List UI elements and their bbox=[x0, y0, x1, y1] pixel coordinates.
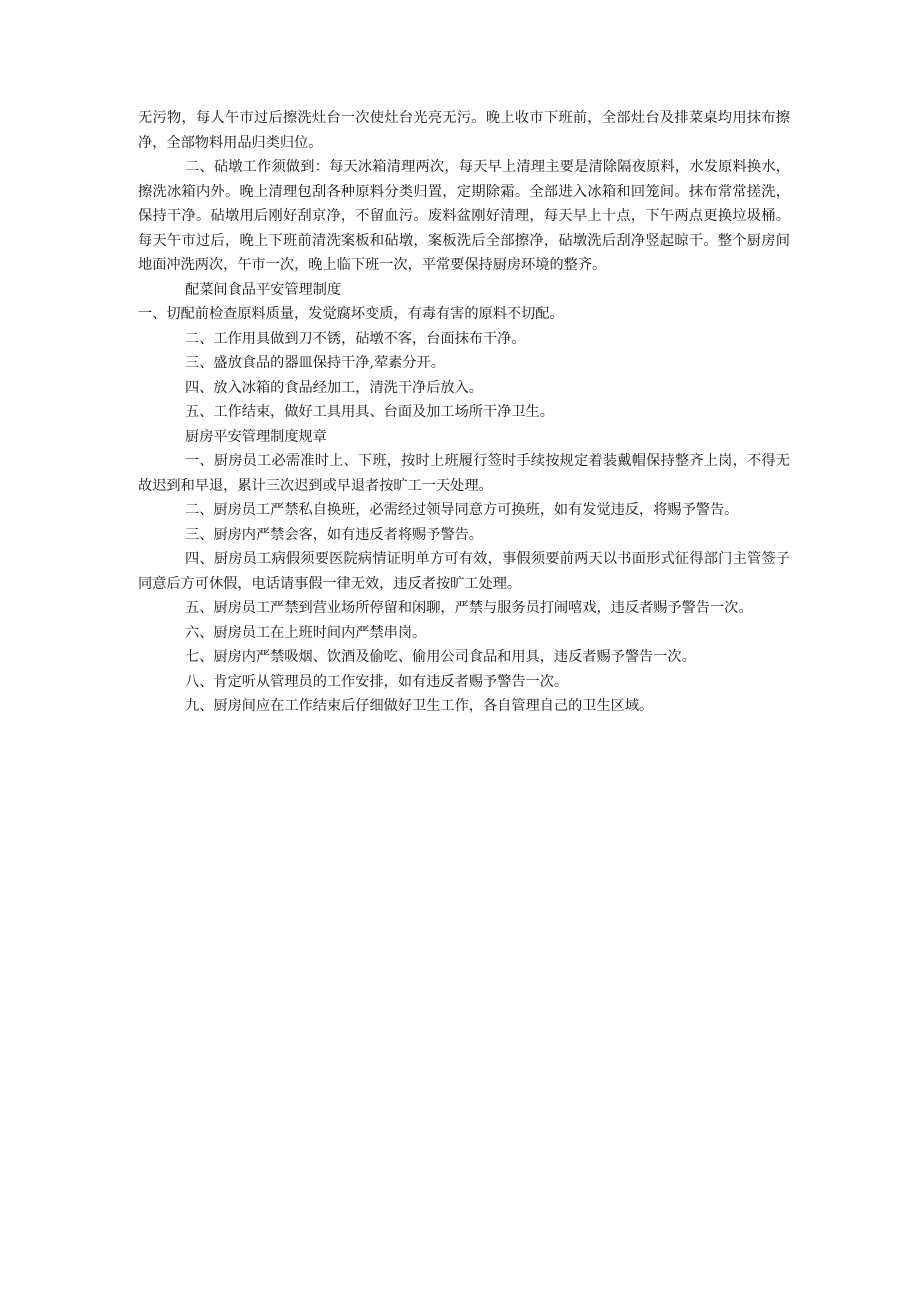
list-item: 一、切配前检查原料质量，发觉腐坏变质，有毒有害的原料不切配。 bbox=[138, 306, 564, 322]
list-item: 二、工作用具做到刀不锈，砧墩不客，台面抹布干净。 bbox=[185, 330, 526, 347]
list-item: 七、厨房内严禁吸烟、饮酒及偷吃、偷用公司食品和用具，违反者赐予警告一次。 bbox=[185, 649, 696, 665]
continuation-paragraph: 无污物，每人午市过后擦洗灶台一次使灶台光亮无污。晚上收市下班前，全部灶台及排菜桌均用抹布擦净，全部物料用品归类归位。 bbox=[138, 110, 790, 151]
cutting-board-paragraph: 二、砧墩工作须做到：每天冰箱清理两次，每天早上清理主要是清除隔夜原料，水发原料换水，擦洗冰箱内外。晚上清理包刮各种原料分类归置，定期除霜。全部进入冰箱和回笼间。抹布常常搓洗，保持干净。砧墩用后刚好刮京净，不留血污。废料盆刚好清理，每天早上十点，下午两点更换垃圾桶。每天午市过后，晚上下班前清洗案板和砧墩，案板洗后全部擦净，砧墩洗后刮净竖起晾干。整个厨房间地面冲洗两次，午市一次，晚上临下班一次，平常要保持厨房环境的整齐。 bbox=[138, 159, 790, 273]
list-item: 九、厨房间应在工作结束后仔细做好卫生工作，各自管理自己的卫生区域。 bbox=[185, 698, 654, 714]
section-title-kitchen-rules: 厨房平安管理制度规章 bbox=[185, 428, 327, 445]
list-item: 六、厨房员工在上班时间内严禁串岗。 bbox=[185, 624, 427, 641]
list-item: 四、放入冰箱的食品经加工，清洗干净后放入。 bbox=[185, 379, 483, 396]
list-item: 五、工作结束，做好工具用具、台面及加工场所干净卫生。 bbox=[185, 404, 554, 420]
document-page bbox=[138, 106, 790, 719]
section-title-prep-room: 配菜间食品平安管理制度 bbox=[185, 281, 342, 298]
list-item: 一、厨房员工必需准时上、下班，按时上班履行签时手续按规定着装戴帽保持整齐上岗，不得无故迟到和早退，累计三次迟到或早退者按旷工一天处理。 bbox=[138, 453, 790, 494]
list-item: 二、厨房员工严禁私自换班，必需经过领导同意方可换班，如有发觉违反，将赐予警告。 bbox=[185, 502, 739, 518]
list-item: 三、盛放食品的器皿保持干净,荤素分开。 bbox=[185, 355, 445, 371]
list-item: 三、厨房内严禁会客，如有违反者将赐予警告。 bbox=[185, 526, 483, 543]
list-item: 八、肯定听从管理员的工作安排，如有违反者赐予警告一次。 bbox=[185, 673, 569, 690]
list-item: 五、厨房员工严禁到营业场所停留和闲聊，严禁与服务员打闹嘻戏，违反者赐予警告一次。 bbox=[185, 600, 753, 616]
list-item: 四、厨房员工病假须要医院病情证明单方可有效，事假须要前两天以书面形式征得部门主管签子同意后方可休假，电话请事假一律无效，违反者按旷工处理。 bbox=[138, 551, 790, 592]
